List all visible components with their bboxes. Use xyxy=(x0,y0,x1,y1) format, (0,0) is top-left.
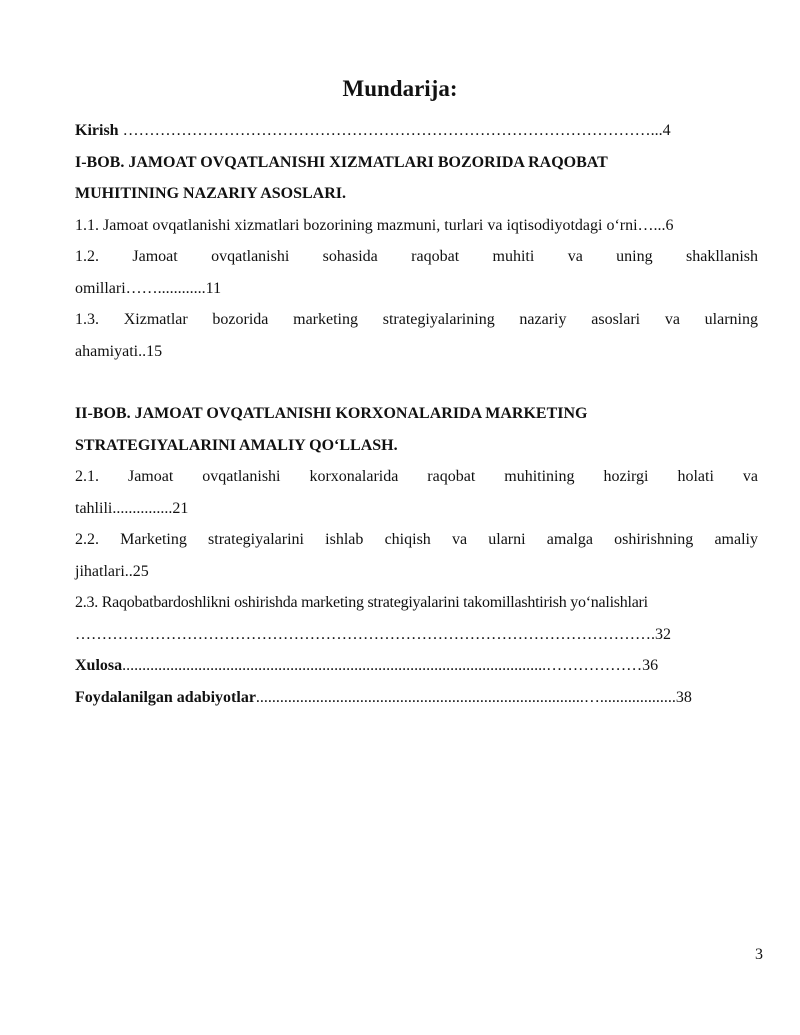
toc-entry-line: ahamiyati..15 xyxy=(75,342,163,360)
toc-entry-line: ……………………………………………………………………………………………….32 xyxy=(75,625,671,643)
toc-entry-leader: ..........................................................................................................………………36 xyxy=(122,657,659,674)
chapter-heading-line: II-BOB. JAMOAT OVQATLANISHI KORXONALARIDA MARKETING xyxy=(75,405,588,422)
toc-entry-line: 1.3. Xizmatlar bozorida marketing strategiyalarining nazariy asoslari va ularning xyxy=(75,311,758,328)
toc-entry-line: tahlili...............21 xyxy=(75,499,189,517)
spacer xyxy=(75,367,758,398)
chapter-heading-line: MUHITINING NAZARIY ASOSLARI. xyxy=(75,185,347,202)
toc-entry-label: Kirish xyxy=(75,122,119,139)
toc-entry-adabiyotlar xyxy=(75,682,758,714)
toc-title: Mundarija: xyxy=(342,76,458,101)
chapter-heading-line: STRATEGIYALARINI AMALIY QO‘LLASH. xyxy=(75,436,398,454)
toc-chapter-2 xyxy=(75,398,758,461)
page-number: 3 xyxy=(755,946,763,963)
table-of-contents xyxy=(75,115,758,713)
toc-entry-leader: ………………………………………………………………………………………... xyxy=(118,122,663,139)
toc-entry-line: 2.3. Raqobatbardoshlikni oshirishda marketing strategiyalarini takomillashtirish yo‘nalishlari xyxy=(75,594,648,611)
toc-entry-1-3 xyxy=(75,304,758,367)
toc-entry-label: Foydalanilgan adabiyotlar xyxy=(75,688,256,706)
toc-entry-2-1 xyxy=(75,461,758,524)
toc-entry-2-2 xyxy=(75,524,758,587)
toc-entry-line: omillari……............11 xyxy=(75,279,222,297)
toc-entry-kirish xyxy=(75,115,758,147)
toc-entry-line: 2.2. Marketing strategiyalarini ishlab chiqish va ularni amalga oshirishning amaliy xyxy=(75,531,758,548)
toc-entry-line: jihatlari..25 xyxy=(75,562,149,580)
toc-entry-label: Xulosa xyxy=(75,657,123,674)
toc-entry-line: 1.2. Jamoat ovqatlanishi sohasida raqobat muhiti va uning shakllanish xyxy=(75,248,758,265)
toc-entry-leader: ..................................................................................…...................38 xyxy=(255,688,692,706)
chapter-heading-line: I-BOB. JAMOAT OVQATLANISHI XIZMATLARI BOZORIDA RAQOBAT xyxy=(75,153,608,171)
toc-entry-line: 2.1. Jamoat ovqatlanishi korxonalarida raqobat muhitining hozirgi holati va xyxy=(75,468,758,485)
toc-entry-1-1: 1.1. Jamoat ovqatlanishi xizmatlari bozorining mazmuni, turlari va iqtisodiyotdagi o‘rni…...6 xyxy=(75,216,674,234)
toc-entry-1-2 xyxy=(75,241,758,304)
toc-entry-2-3 xyxy=(75,587,758,650)
toc-entry-page: 4 xyxy=(662,122,671,139)
toc-entry-xulosa xyxy=(75,650,758,682)
toc-chapter-1 xyxy=(75,147,758,210)
